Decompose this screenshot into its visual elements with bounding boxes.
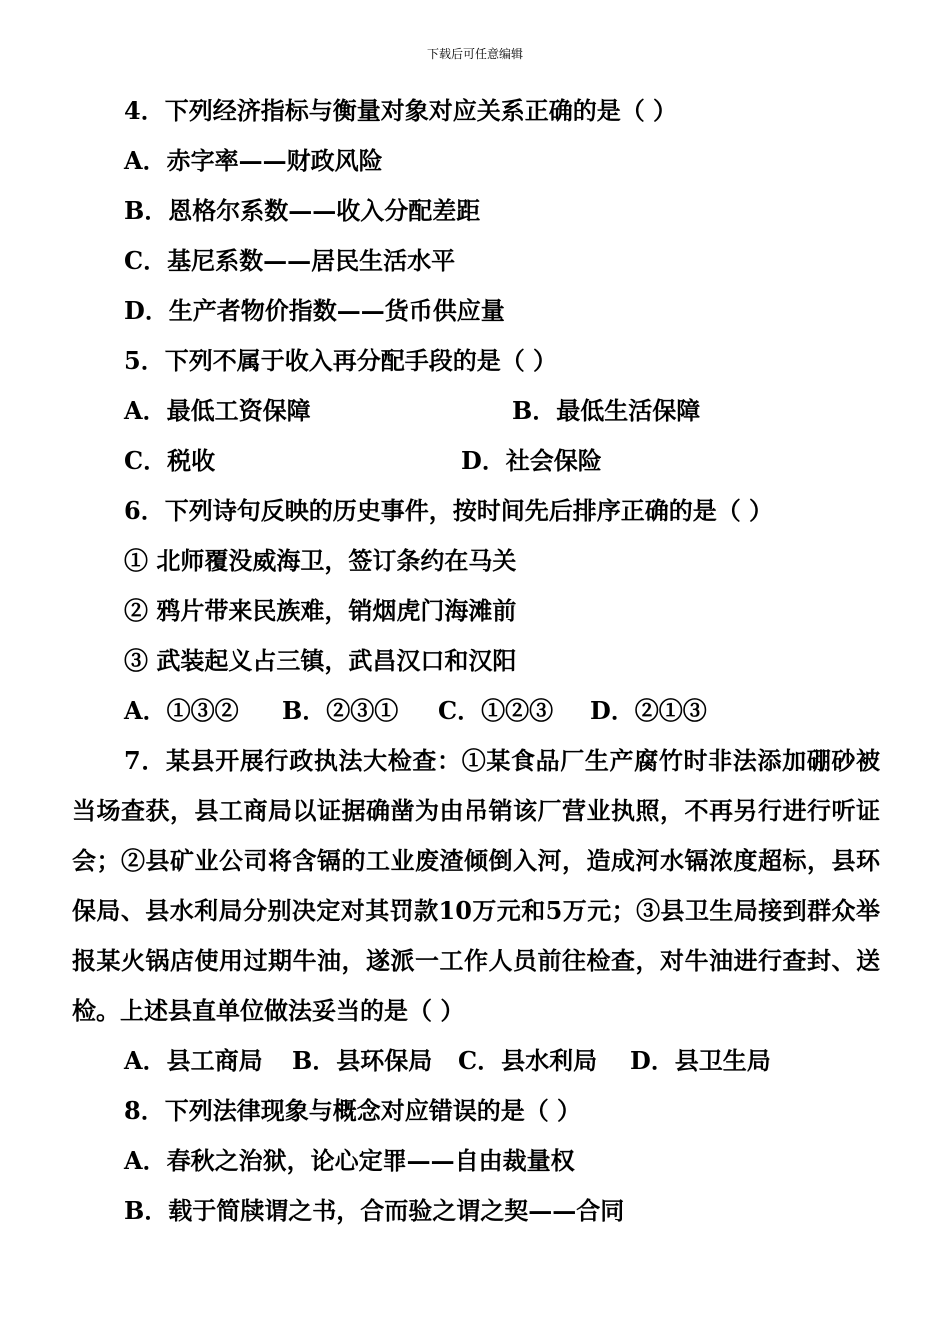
question-8-option-a: A．春秋之治狱，论心定罪——自由裁量权 [124,1146,575,1175]
question-5-option-b: B．最低生活保障 [512,396,701,425]
question-5-options-row-2 [72,436,880,486]
question-7-option-c: C．县水利局 [458,1046,598,1075]
question-4-stem: 4．下列经济指标与衡量对象对应关系正确的是（ ） [124,96,678,125]
question-5-option-d: D．社会保险 [461,446,602,475]
question-4-option-b: B．恩格尔系数——收入分配差距 [124,196,481,225]
question-7-options-row [72,1036,880,1086]
question-6-item-3: ③ 武装起义占三镇，武昌汉口和汉阳 [124,646,517,675]
question-6-option-c: C．①②③ [438,696,554,725]
question-5-options-row-1 [72,386,880,436]
question-7-stem: 7．某县开展行政执法大检查：①某食品厂生产腐竹时非法添加硼砂被当场查获，县工商局以证据确凿为由吊销该厂营业执照，不再另行进行听证会；②县矿业公司将含镉的工业废渣倾倒入河，造成河水镉浓度超标，县环保局、县水利局分别决定对其罚款10万元和5万元；③县卫生局接到群众举报某火锅店使用过期牛油，遂派一工作人员前往检查，对牛油进行查封、送检。上述县直单位做法妥当的是（ ） [72,746,880,1025]
question-7-option-a: A．县工商局 [124,1046,263,1075]
question-6-option-a: A．①③② [124,696,239,725]
question-4-option-a: A．赤字率——财政风险 [124,146,383,175]
question-8-option-b: B．载于简牍谓之书，合而验之谓之契——合同 [124,1196,625,1225]
page-header: 下载后可任意编辑 [426,47,523,61]
document-body [72,86,880,1236]
question-6-stem: 6．下列诗句反映的历史事件，按时间先后排序正确的是（ ） [124,496,774,525]
question-6-option-d: D．②①③ [590,696,707,725]
question-7-option-b: B．县环保局 [292,1046,433,1075]
question-6-item-2: ② 鸦片带来民族难，销烟虎门海滩前 [124,596,517,625]
question-6-item-1: ① 北师覆没威海卫，签订条约在马关 [124,546,517,575]
question-4-option-d: D．生产者物价指数——货币供应量 [124,296,505,325]
question-4-option-c: C．基尼系数——居民生活水平 [124,246,456,275]
question-6-options-row [72,686,880,736]
question-6-option-b: B．②③① [282,696,399,725]
question-8-stem: 8．下列法律现象与概念对应错误的是（ ） [124,1096,582,1125]
question-5-stem: 5．下列不属于收入再分配手段的是（ ） [124,346,558,375]
question-5-option-a: A．最低工资保障 [124,396,311,425]
question-7-option-d: D．县卫生局 [630,1046,771,1075]
question-5-option-c: C．税收 [124,446,216,475]
